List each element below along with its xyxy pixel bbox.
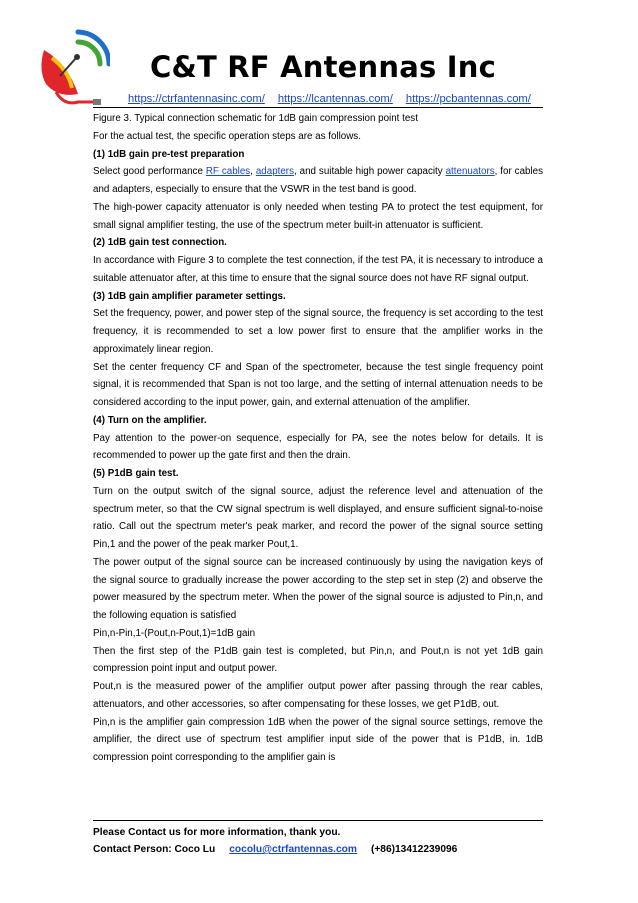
link-attenuators[interactable]: attenuators <box>445 166 495 178</box>
header-divider <box>93 107 543 108</box>
paragraph: Select good performance RF cables, adapters, and suitable high power capacity attenuators, for cables and adapters, especially to ensure that the VSWR in the test band is good. <box>93 166 543 195</box>
paragraph: The high-power capacity attenuator is only needed when testing PA to protect the test equipment, for small signal amplifier testing, the use of the spectrum meter built-in attenuator is sufficient. <box>93 201 543 231</box>
paragraph: Set the center frequency CF and Span of the spectrometer, because the test single frequency point signal, it is recommended that Span is not too large, and the setting of internal attenuation needs to be considered according to the input power, gain, and external attenuation of the amplifier. <box>93 361 543 408</box>
paragraph: Pin,n is the amplifier gain compression 1dB when the power of the signal source settings, remove the amplifier, the direct use of spectrum test amplifier input side of the power that is P1dB, in. 1dB compression point corresponding to the amplifier gain is <box>93 716 543 763</box>
company-name: C&T RF Antennas Inc <box>150 50 496 84</box>
paragraph: The power output of the signal source can be increased continuously by using the navigation keys of the signal source to gradually increase the power according to the step set in step (2) and observe the power measured by the spectrum meter. When the power of the signal source is adjusted to Pin,n, and the following equation is satisfied <box>93 556 543 621</box>
figure-caption: Figure 3. Typical connection schematic for 1dB gain compression point test <box>93 113 418 124</box>
paragraph: In accordance with Figure 3 to complete the test connection, if the test PA, it is necessary to introduce a suitable attenuator after, at this time to ensure that the signal source does not have RF signal output. <box>93 255 543 284</box>
footer-divider <box>93 820 543 821</box>
paragraph: Turn on the output switch of the signal source, adjust the reference level and attenuation of the spectrum meter, so that the CW signal spectrum is well displayed, and ensure sufficient signal-to-noise ratio. Call out the spectrum meter's peak marker, and record the power of the signal source setting Pin,1 and the power of the peak marker Pout,1. <box>93 485 543 550</box>
paragraph: Pout,n is the measured power of the amplifier output power after passing through the rear cables, attenuators, and other accessories, so after compensating for these losses, we get P1dB, out. <box>93 681 543 710</box>
paragraph: Set the frequency, power, and power step of the signal source, the frequency is set according to the test frequency, it is recommended to set a low power first to ensure that the amplifier works in the approximately linear region. <box>93 308 543 355</box>
email-link[interactable]: cocolu@ctrfantennas.com <box>229 844 357 855</box>
link-ctrfantennasinc[interactable]: https://ctrfantennasinc.com/ <box>128 93 265 105</box>
header-links <box>128 93 544 105</box>
section-heading: (3) 1dB gain amplifier parameter settings. <box>93 290 286 302</box>
section-heading: (4) Turn on the amplifier. <box>93 414 207 426</box>
link-lcantennas[interactable]: https://lcantennas.com/ <box>277 93 393 105</box>
footer <box>93 824 543 858</box>
paragraph: Pay attention to the power-on sequence, especially for PA, see the notes below for details. It is recommended to power up the gate first and then the drain. <box>93 432 543 462</box>
equation: Pin,n-Pin,1-(Pout,n-Pout,1)=1dB gain <box>93 627 256 639</box>
link-pcbantennas[interactable]: https://pcbantennas.com/ <box>405 93 531 105</box>
section-heading: (5) P1dB gain test. <box>93 468 179 479</box>
phone-number: (+86)13412239096 <box>370 844 458 855</box>
link-rf-cables[interactable]: RF cables <box>205 166 251 178</box>
link-adapters[interactable]: adapters <box>255 166 294 178</box>
paragraph: For the actual test, the specific operation steps are as follows. <box>93 130 361 142</box>
footer-contact-details <box>93 841 543 858</box>
document-body <box>93 110 543 767</box>
section-heading: (1) 1dB gain pre-test preparation <box>93 148 245 160</box>
section-heading: (2) 1dB gain test connection. <box>93 237 227 249</box>
contact-person: Contact Person: Coco Lu <box>93 844 216 855</box>
paragraph: Then the first step of the P1dB gain test is completed, but Pin,n, and Pout,n is not yet 1dB gain compression point input and output power. <box>93 645 543 675</box>
footer-contact-line: Please Contact us for more information, thank you. <box>93 827 341 838</box>
